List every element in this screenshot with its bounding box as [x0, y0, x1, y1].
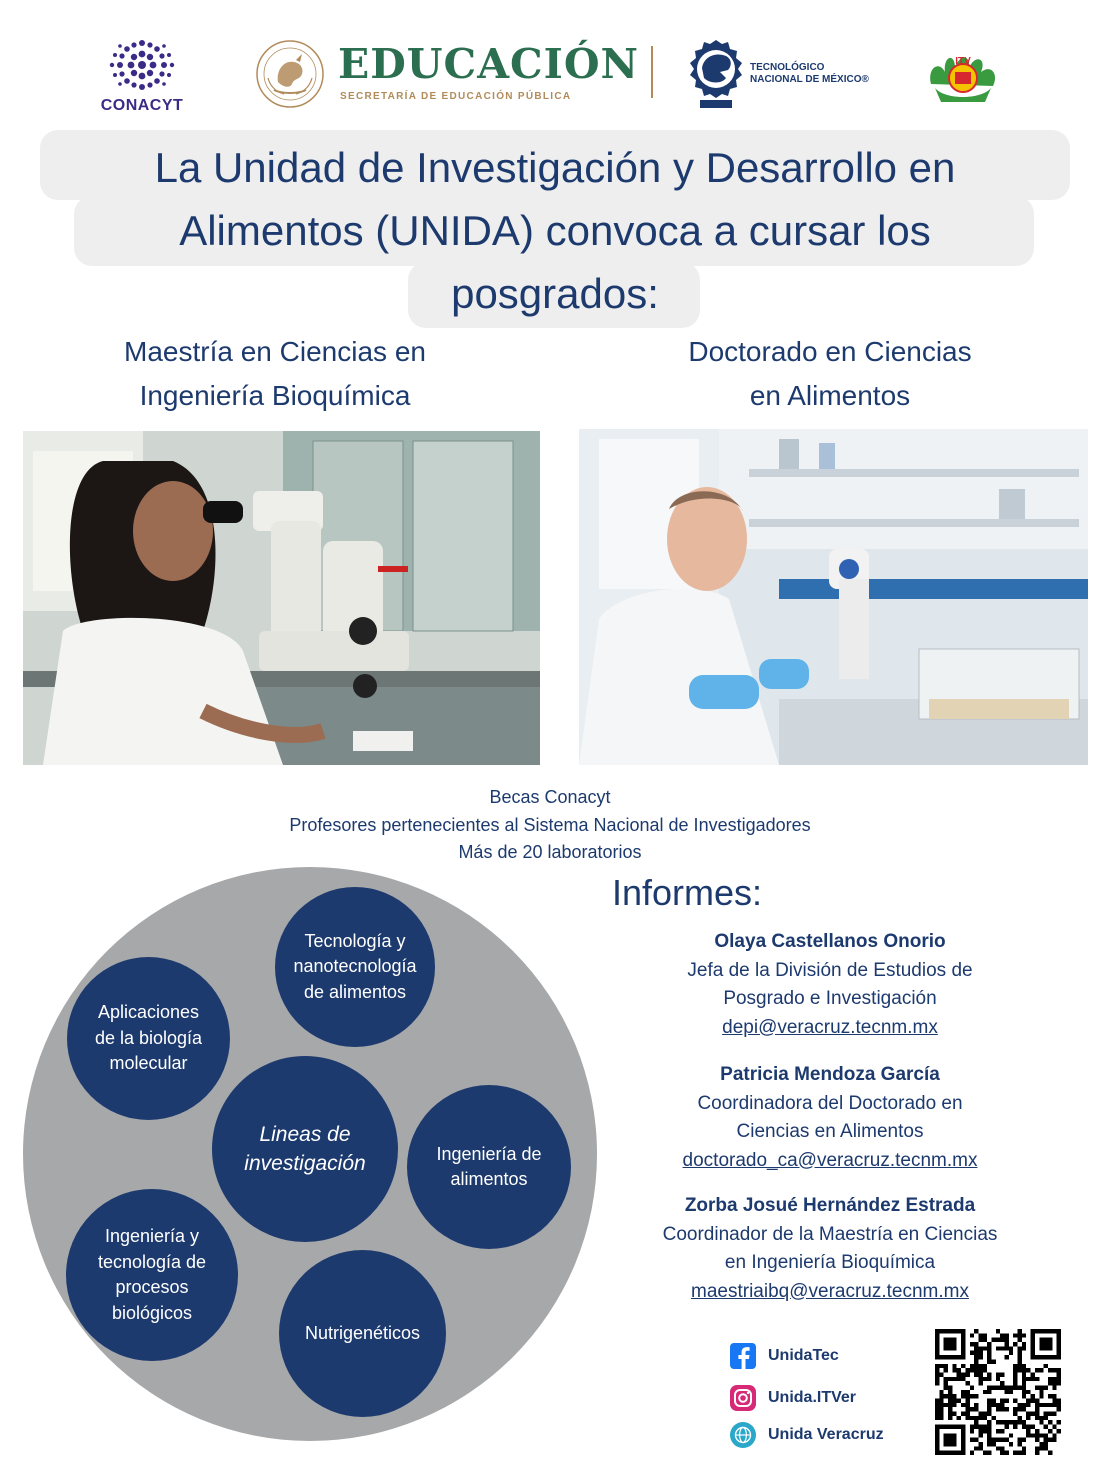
research-line-text: de la biología [94, 1027, 203, 1048]
tecnm-gear-icon [686, 38, 746, 110]
program-doctorate-heading [580, 330, 1080, 418]
informes-heading: Informes: [612, 872, 763, 913]
program-doctorate-line-1: Doctorado en Ciencias [688, 336, 972, 367]
mexico-seal-logo [250, 38, 330, 110]
instagram-handle: Unida.ITVer [768, 1389, 857, 1406]
conacyt-logo [100, 35, 184, 120]
tecnm-label [750, 62, 869, 86]
contact-email-link[interactable]: doctorado_ca@veracruz.tecnm.mx [682, 1149, 978, 1171]
page-title [40, 136, 1070, 325]
benefit-item: Becas Conacyt [489, 787, 611, 807]
research-line-text: nanotecnología [293, 956, 417, 977]
conacyt-label: CONACYT [100, 97, 184, 114]
contact-role: Posgrado e Investigación [723, 988, 937, 1009]
contact-name: Olaya Castellanos Onorio [714, 931, 946, 952]
itv-text: ITV [955, 56, 971, 67]
title-line-3: posgrados: [451, 270, 659, 317]
program-masters-heading [20, 330, 530, 418]
research-line-text: Ingeniería y [104, 1226, 200, 1246]
contact-card [612, 1061, 1048, 1175]
benefit-item: Profesores pertenecientes al Sistema Nacional de Investigadores [289, 814, 811, 835]
photo-researcher-lab [579, 429, 1088, 765]
contact-card [612, 1192, 1048, 1306]
research-line-text: procesos [115, 1277, 189, 1297]
research-line-text: Aplicaciones [97, 1002, 200, 1023]
header-divider [651, 46, 653, 98]
research-line-text: tecnología de [97, 1251, 207, 1272]
research-line-bioprocess [66, 1189, 238, 1361]
research-lines-center [212, 1056, 398, 1242]
research-line-food-engineering [407, 1085, 571, 1249]
program-doctorate-line-2: en Alimentos [749, 380, 911, 411]
contact-role: Ciencias en Alimentos [736, 1121, 924, 1142]
contact-role: Coordinadora del Doctorado en [697, 1092, 963, 1114]
tecnm-emblem [686, 38, 746, 110]
contact-name: Patricia Mendoza García [720, 1064, 940, 1085]
benefit-item: Más de 20 laboratorios [458, 842, 642, 862]
title-line-2: Alimentos (UNIDA) convoca a cursar los [179, 207, 931, 254]
research-line-text: Tecnología y [304, 930, 406, 951]
program-masters-line-2: Ingeniería Bioquímica [139, 380, 411, 411]
tecnm-line-1: TECNOLÓGICO [750, 62, 825, 73]
research-line-text: de alimentos [303, 981, 407, 1002]
qr-code-icon [935, 1329, 1061, 1455]
research-line-text: Ingeniería de [436, 1143, 542, 1164]
tecnm-line-2: NACIONAL DE MÉXICO® [750, 74, 869, 85]
qr-code[interactable] [935, 1329, 1061, 1455]
globe-icon [730, 1422, 756, 1448]
social-facebook[interactable] [730, 1342, 839, 1370]
itv-emblem-icon [925, 44, 1001, 106]
research-center-text: Lineas de [259, 1123, 351, 1146]
contact-email-link[interactable]: depi@veracruz.tecnm.mx [722, 1016, 938, 1038]
research-line-nutrigenetics [279, 1250, 446, 1417]
eagle-seal-icon [250, 38, 330, 110]
contact-card [612, 928, 1048, 1042]
program-masters-line-1: Maestría en Ciencias en [124, 336, 426, 367]
research-line-molecular-biology [67, 957, 230, 1120]
photo-researcher-microscope [23, 431, 540, 765]
conacyt-dots-icon [100, 35, 184, 95]
facebook-handle: UnidaTec [768, 1347, 839, 1364]
contact-role: Coordinador de la Maestría en Ciencias [662, 1223, 998, 1245]
research-center-text: investigación [244, 1152, 366, 1175]
instagram-icon [730, 1385, 756, 1411]
educacion-subtitle: SECRETARÍA DE EDUCACIÓN PÚBLICA [340, 91, 572, 102]
itv-logo [925, 44, 1001, 106]
research-line-text: molecular [109, 1053, 188, 1074]
research-line-text: Nutrigenéticos [304, 1322, 421, 1343]
contact-role: en Ingeniería Bioquímica [724, 1252, 936, 1273]
research-line-text: biológicos [111, 1302, 193, 1323]
social-instagram[interactable] [730, 1384, 856, 1412]
research-line-text: alimentos [450, 1169, 528, 1189]
research-line-nanotech [275, 887, 435, 1047]
facebook-icon [730, 1343, 756, 1369]
contact-email-link[interactable]: maestriaibq@veracruz.tecnm.mx [691, 1280, 969, 1302]
research-lines-diagram [23, 867, 597, 1441]
contact-role: Jefa de la División de Estudios de [687, 959, 973, 981]
social-web[interactable] [730, 1421, 884, 1449]
web-handle: Unida Veracruz [768, 1426, 884, 1443]
contact-name: Zorba Josué Hernández Estrada [684, 1195, 976, 1216]
educacion-title: EDUCACIÓN [338, 40, 640, 88]
title-line-1: La Unidad de Investigación y Desarrollo en [154, 144, 956, 191]
benefits-list [150, 784, 950, 867]
